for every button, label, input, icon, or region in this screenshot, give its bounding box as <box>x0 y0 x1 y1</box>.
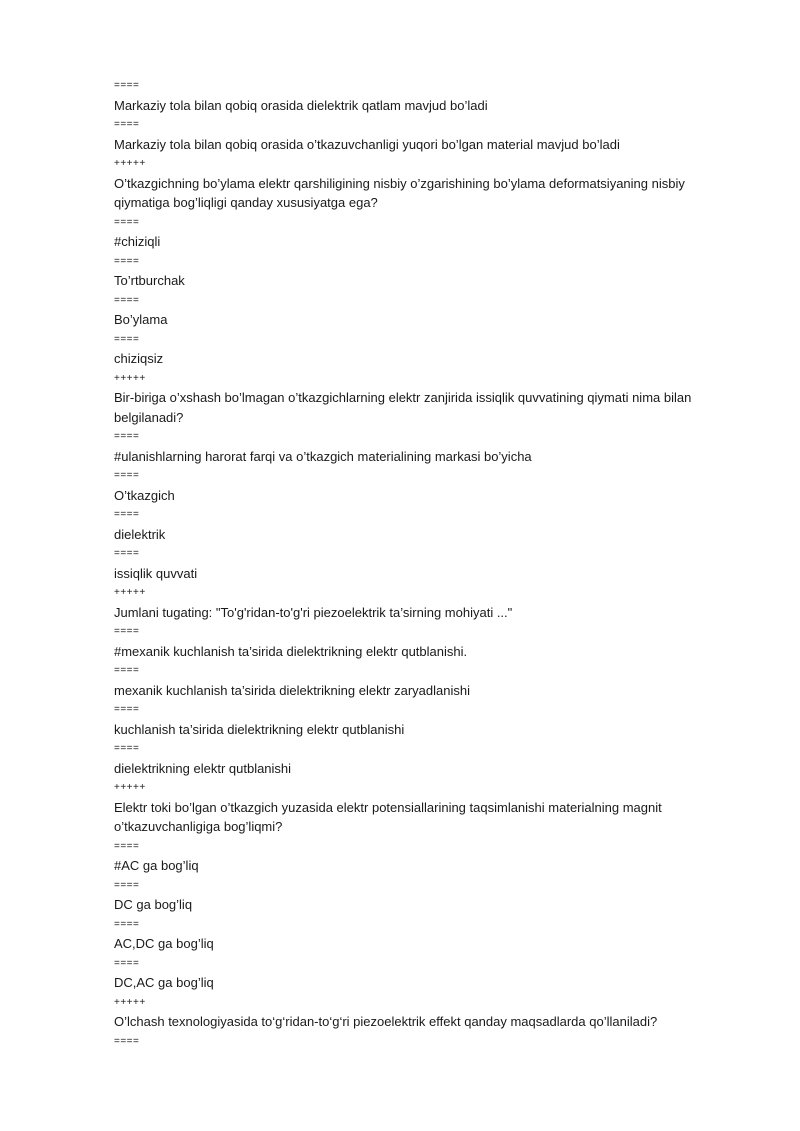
text-line: #mexanik kuchlanish ta’sirida dielektrikning elektr qutblanishi. <box>114 643 468 659</box>
separator-line: ==== <box>114 509 140 520</box>
text-line: O’tkazgich <box>114 487 175 503</box>
text-line: Jumlani tugating: "To'g'ridan-to'g'ri piezoelektrik ta’sirning mohiyati ..." <box>114 604 513 620</box>
text-line: kuchlanish ta’sirida dielektrikning elektr qutblanishi <box>114 721 405 737</box>
separator-line: +++++ <box>114 996 146 1008</box>
document-body <box>114 76 724 1051</box>
separator-line: ==== <box>114 957 140 969</box>
text-line: #chiziqli <box>114 234 161 249</box>
separator-line: ==== <box>114 333 140 345</box>
separator-line: +++++ <box>114 782 146 793</box>
text-line: Bir-biriga o’xshash bo’lmagan o’tkazgichlarning elektr zanjirida issiqlik quvvatining qiymati nima bilan belgilanadi? <box>114 390 692 425</box>
separator-line: ==== <box>114 743 140 754</box>
separator-line: +++++ <box>114 587 146 598</box>
text-line: O’tkazgichning bo’ylama elektr qarshiligining nisbiy o’zgarishining bo’ylama deformatsiyaning nisbiy qiymatiga bog’liqligi qanday xususiyatga ega? <box>114 175 685 210</box>
separator-line: +++++ <box>114 158 146 169</box>
separator-line: ==== <box>114 626 140 637</box>
separator-line: ==== <box>114 255 140 267</box>
text-line: #ulanishlarning harorat farqi va o’tkazgich materialining markasi bo’yicha <box>114 448 532 464</box>
separator-line: ==== <box>114 294 140 306</box>
separator-line: ==== <box>114 119 140 130</box>
separator-line: ==== <box>114 431 140 442</box>
separator-line: ==== <box>114 918 140 930</box>
text-line: chiziqsiz <box>114 351 164 366</box>
text-line: To’rtburchak <box>114 273 185 288</box>
text-line: DC,AC ga bog’liq <box>114 975 214 990</box>
separator-line: ==== <box>114 665 140 676</box>
text-line: issiqlik quvvati <box>114 565 198 581</box>
text-line: mexanik kuchlanish ta’sirida dielektrikning elektr zaryadlanishi <box>114 682 470 698</box>
text-line: AC,DC ga bog’liq <box>114 936 214 951</box>
text-line: dielektrik <box>114 526 166 542</box>
text-line: Bo’ylama <box>114 312 168 327</box>
separator-line: +++++ <box>114 372 146 384</box>
text-line: DC ga bog’liq <box>114 897 193 912</box>
separator-line: ==== <box>114 1035 140 1047</box>
text-line: O’lchash texnologiyasida to‘g‘ridan-to‘g‘ri piezoelektrik effekt qanday maqsadlarda qo’llaniladi? <box>114 1014 658 1029</box>
separator-line: ==== <box>114 80 140 91</box>
text-line: dielektrikning elektr qutblanishi <box>114 760 292 776</box>
separator-line: ==== <box>114 840 140 852</box>
separator-line: ==== <box>114 879 140 891</box>
text-line: Markaziy tola bilan qobiq orasida dielektrik qatlam mavjud bo’ladi <box>114 97 488 113</box>
text-line: #AC ga bog’liq <box>114 858 199 873</box>
separator-line: ==== <box>114 216 140 228</box>
separator-line: ==== <box>114 470 140 481</box>
separator-line: ==== <box>114 548 140 559</box>
text-line: Markaziy tola bilan qobiq orasida o’tkazuvchanligi yuqori bo’lgan material mavjud bo’ladi <box>114 136 620 152</box>
separator-line: ==== <box>114 704 140 715</box>
text-line: Elektr toki bo’lgan o’tkazgich yuzasida elektr potensiallarining taqsimlanishi materialning magnit o’tkazuvchanligiga bog’liqmi? <box>114 799 662 834</box>
